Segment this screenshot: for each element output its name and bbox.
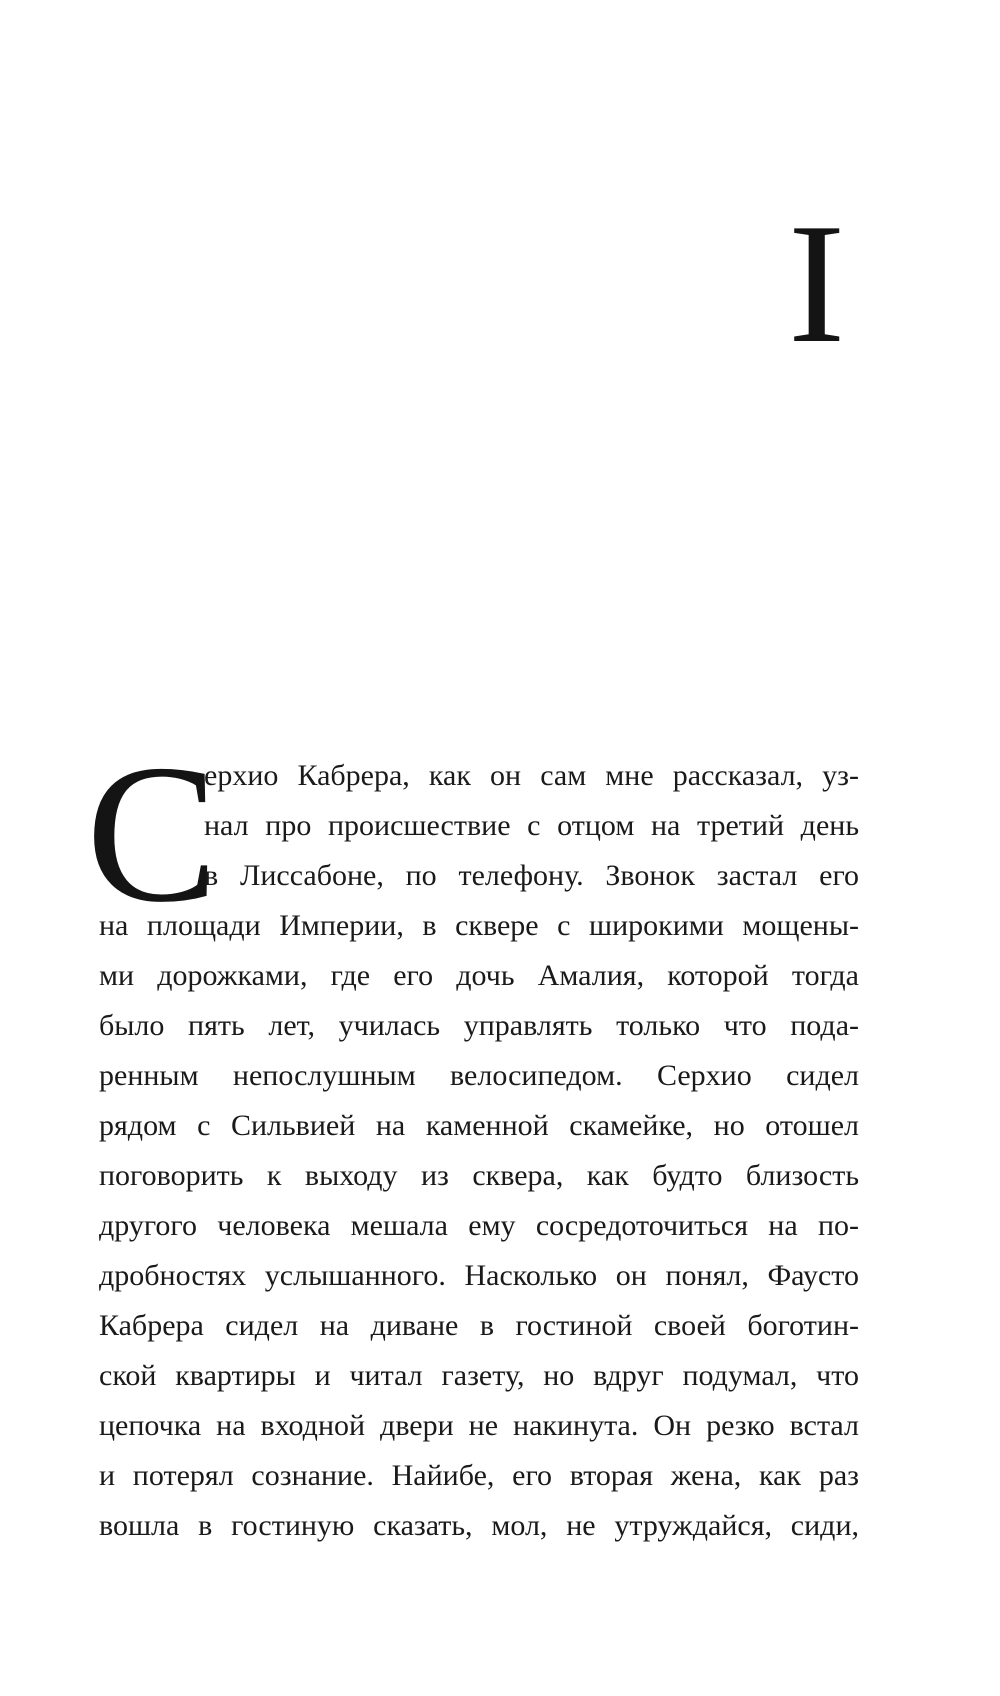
text-line: и потерял сознание. Найибе, его вторая жена, как раз <box>99 1459 859 1492</box>
body-text <box>99 761 859 1561</box>
text-line: вошла в гостиную сказать, мол, не утруждайся, сиди, <box>99 1509 859 1542</box>
text-line: поговорить к выходу из сквера, как будто близость <box>99 1159 859 1192</box>
text-line: было пять лет, училась управлять только что пода- <box>99 1009 859 1042</box>
text-line: ской квартиры и читал газету, но вдруг подумал, что <box>99 1359 859 1392</box>
text-line: Кабрера сидел на диване в гостиной своей боготин- <box>99 1309 859 1342</box>
chapter-number: I <box>788 189 846 379</box>
text-line: в Лиссабоне, по телефону. Звонок застал его <box>204 859 859 892</box>
text-line: рядом с Сильвией на каменной скамейке, но отошел <box>99 1109 859 1142</box>
text-line: дробностях услышанного. Насколько он понял, Фаусто <box>99 1259 859 1292</box>
text-line: ренным непослушным велосипедом. Серхио сидел <box>99 1059 859 1092</box>
text-line: ми дорожками, где его дочь Амалия, которой тогда <box>99 959 859 992</box>
text-line: на площади Империи, в сквере с широкими мощены- <box>99 909 859 942</box>
drop-cap: С <box>86 724 219 943</box>
text-line: ерхио Кабрера, как он сам мне рассказал, уз- <box>204 759 859 792</box>
text-line: цепочка на входной двери не накинута. Он резко встал <box>99 1409 859 1442</box>
text-line: другого человека мешала ему сосредоточиться на по- <box>99 1209 859 1242</box>
text-line: нал про происшествие с отцом на третий день <box>204 809 859 842</box>
